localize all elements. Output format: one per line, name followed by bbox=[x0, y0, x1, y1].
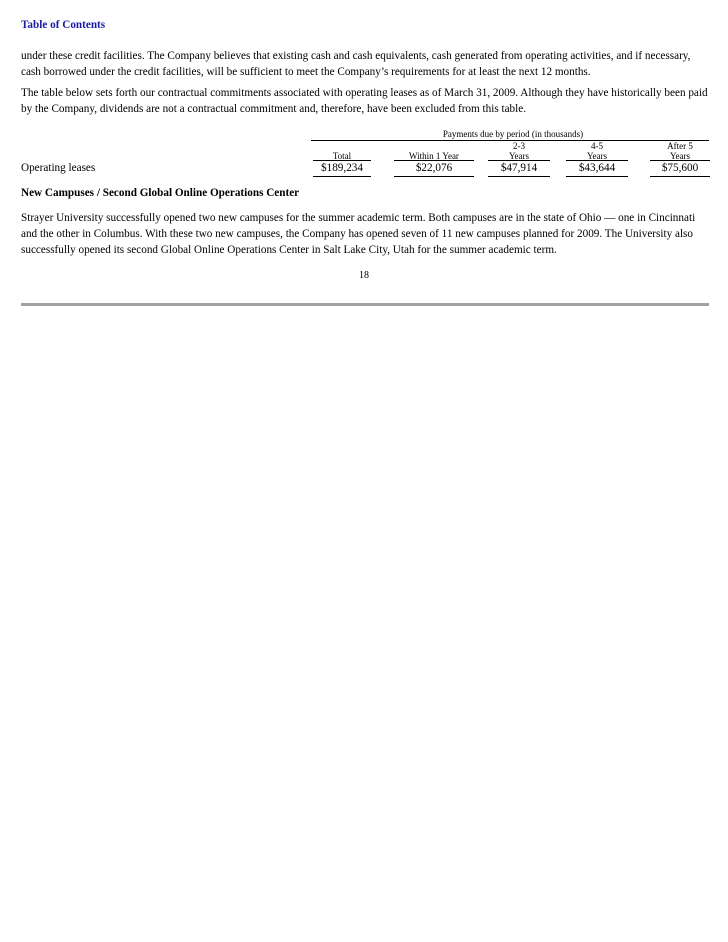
within1-value-rule bbox=[394, 176, 474, 177]
y23-value-rule bbox=[488, 176, 550, 177]
value-total: $189,234 bbox=[321, 162, 363, 174]
col-header-after5-line1: After 5 bbox=[667, 141, 693, 151]
page-number: 18 bbox=[359, 270, 369, 281]
table-of-contents-link[interactable]: Table of Contents bbox=[21, 19, 106, 31]
after5-value-rule bbox=[650, 176, 710, 177]
y45-value-rule bbox=[566, 176, 628, 177]
col-header-2-3-line2: Years bbox=[508, 151, 530, 161]
y23-header-rule bbox=[488, 160, 550, 161]
within1-header-rule bbox=[394, 160, 474, 161]
y45-header-rule bbox=[566, 160, 628, 161]
after5-header-rule bbox=[650, 160, 710, 161]
col-header-total: Total bbox=[332, 151, 352, 161]
col-header-after5-line2: Years bbox=[669, 151, 691, 161]
total-header-rule bbox=[313, 160, 371, 161]
paragraph-contractual-commitments: The table below sets forth our contractual commitments associated with operating leases as of March 31, 2009. Although they have historically been paid by the Company, dividends are not a contractual commitment and, therefore, have been excluded from this table. bbox=[21, 87, 708, 115]
value-after-5-years: $75,600 bbox=[661, 162, 699, 174]
col-header-4-5-line2: Years bbox=[586, 151, 608, 161]
page-divider bbox=[21, 303, 709, 306]
paragraph-credit-facilities: under these credit facilities. The Company believes that existing cash and cash equivalents, cash generated from operating activities, and if necessary, cash borrowed under the credit facilities, will be sufficient to meet the Company’s requirements for at least the next 12 months. bbox=[21, 50, 691, 78]
section-heading-new-campuses: New Campuses / Second Global Online Operations Center bbox=[21, 187, 300, 199]
paragraph-new-campuses: Strayer University successfully opened two new campuses for the summer academic term. Both campuses are in the state of Ohio — one in Cincinnati and the other in Columbus. With these two new campuses, the Company has opened seven of 11 new campuses planned for 2009. The University also successfully opened its second Global Online Operations Center in Salt Lake City, Utah for the summer academic term. bbox=[21, 212, 696, 256]
col-header-4-5-line1: 4-5 bbox=[591, 141, 603, 151]
col-header-within-1-year: Within 1 Year bbox=[409, 151, 459, 161]
col-header-2-3-line1: 2-3 bbox=[513, 141, 525, 151]
row-label-operating-leases: Operating leases bbox=[21, 162, 96, 174]
value-4-5-years: $43,644 bbox=[578, 162, 616, 174]
total-value-rule bbox=[313, 176, 371, 177]
value-within-1-year: $22,076 bbox=[415, 162, 453, 174]
value-2-3-years: $47,914 bbox=[500, 162, 538, 174]
table-group-header: Payments due by period (in thousands) bbox=[442, 129, 584, 139]
